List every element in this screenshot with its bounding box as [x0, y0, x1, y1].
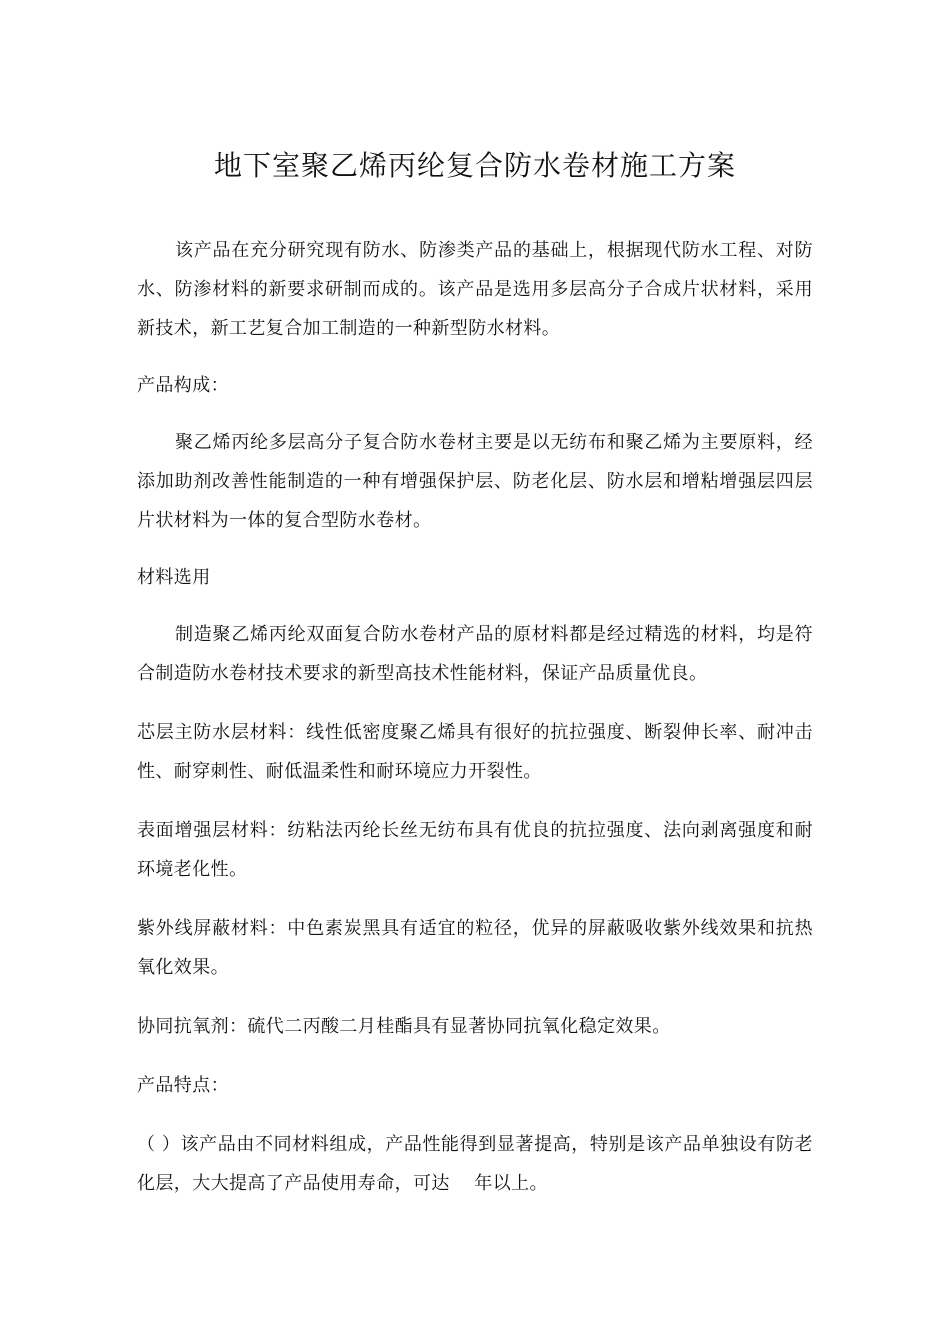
uv-shield-paragraph: 紫外线屏蔽材料：中色素炭黑具有适宜的粒径，优异的屏蔽吸收紫外线效果和抗热氧化效果。 — [137, 918, 813, 978]
section-heading-materials: 材料选用 — [137, 567, 211, 588]
intro-paragraph: 该产品在充分研究现有防水、防渗类产品的基础上，根据现代防水工程、对防水、防渗材料的新要求研制而成的。该产品是选用多层高分子合成片状材料，采用新技术，新工艺复合加工制造的一种新型防水材料。 — [137, 240, 813, 339]
surface-layer-paragraph: 表面增强层材料：纺粘法丙纶长丝无纺布具有优良的抗拉强度、法向剥离强度和耐环境老化性。 — [137, 820, 813, 880]
document-body — [137, 231, 813, 1203]
antioxidant-paragraph: 协同抗氧剂：硫代二丙酸二月桂酯具有显著协同抗氧化稳定效果。 — [137, 1016, 671, 1037]
materials-paragraph: 制造聚乙烯丙纶双面复合防水卷材产品的原材料都是经过精选的材料，均是符合制造防水卷材技术要求的新型高技术性能材料，保证产品质量优良。 — [137, 624, 813, 684]
composition-paragraph: 聚乙烯丙纶多层高分子复合防水卷材主要是以无纺布和聚乙烯为主要原料，经添加助剂改善性能制造的一种有增强保护层、防老化层、防水层和增粘增强层四层片状材料为一体的复合型防水卷材。 — [137, 432, 813, 531]
section-heading-composition: 产品构成： — [137, 375, 229, 396]
core-layer-paragraph: 芯层主防水层材料：线性低密度聚乙烯具有很好的抗拉强度、断裂伸长率、耐冲击性、耐穿刺性、耐低温柔性和耐环境应力开裂性。 — [137, 722, 813, 782]
document-title: 地下室聚乙烯丙纶复合防水卷材施工方案 — [213, 149, 736, 182]
feature-item-1: （ ）该产品由不同材料组成，产品性能得到显著提高，特别是该产品单独设有防老化层，大大提高了产品使用寿命，可达 年以上。 — [137, 1134, 813, 1194]
section-heading-features: 产品特点： — [137, 1075, 229, 1096]
